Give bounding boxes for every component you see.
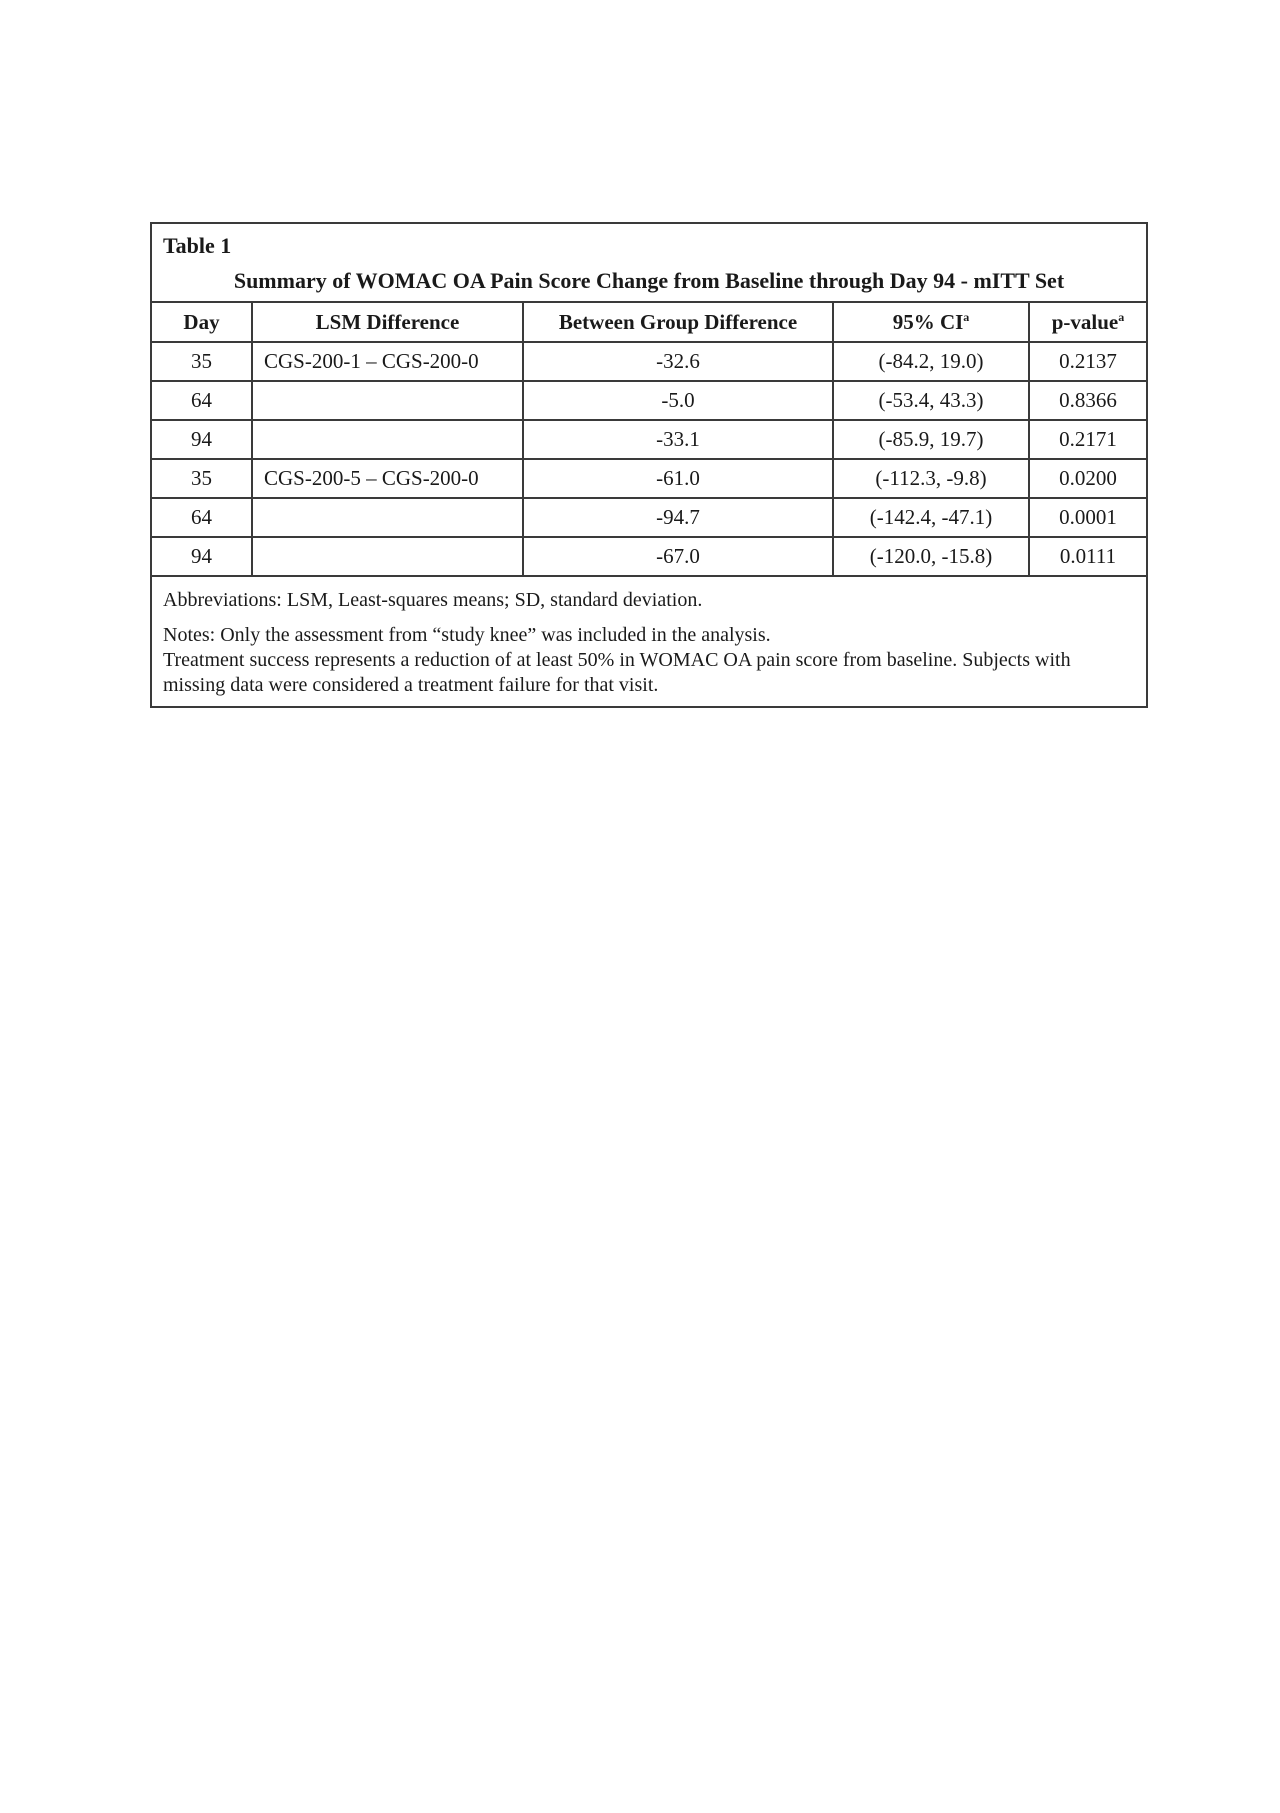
cell-day: 64: [152, 498, 252, 537]
header-p-value: [1029, 303, 1146, 342]
table-row: [152, 498, 1146, 537]
header-95-ci-label: 95% CI: [892, 309, 964, 334]
cell-day: 35: [152, 459, 252, 498]
header-p-value-label: p-value: [1051, 309, 1119, 334]
header-lsm-difference: LSM Difference: [252, 303, 523, 342]
cell-between-group-difference: -61.0: [523, 459, 833, 498]
cell-between-group-difference: -32.6: [523, 342, 833, 381]
cell-95-ci: (-142.4, -47.1): [833, 498, 1029, 537]
cell-day: 35: [152, 342, 252, 381]
cell-lsm-difference: CGS-200-1 – CGS-200-0: [252, 342, 523, 381]
study-knee-note: Notes: Only the assessment from “study knee” was included in the analysis.: [163, 624, 771, 646]
header-between-group-difference: Between Group Difference: [523, 303, 833, 342]
cell-lsm-difference: [252, 420, 523, 459]
cell-lsm-difference: [252, 498, 523, 537]
cell-between-group-difference: -94.7: [523, 498, 833, 537]
cell-p-value: 0.2171: [1029, 420, 1146, 459]
cell-95-ci: (-112.3, -9.8): [833, 459, 1029, 498]
header-95-ci-footnote: a: [963, 309, 970, 324]
cell-p-value: 0.8366: [1029, 381, 1146, 420]
cell-between-group-difference: -33.1: [523, 420, 833, 459]
cell-lsm-difference: CGS-200-5 – CGS-200-0: [252, 459, 523, 498]
cell-95-ci: (-120.0, -15.8): [833, 537, 1029, 576]
table-caption: [152, 224, 1146, 303]
table-notes: [152, 577, 1146, 706]
table-row: [152, 420, 1146, 459]
cell-95-ci: (-53.4, 43.3): [833, 381, 1029, 420]
cell-between-group-difference: -67.0: [523, 537, 833, 576]
table-row: [152, 342, 1146, 381]
table-row: [152, 537, 1146, 576]
table-row: [152, 459, 1146, 498]
header-day: Day: [152, 303, 252, 342]
table-title: Summary of WOMAC OA Pain Score Change from Baseline through Day 94 - mITT Set: [233, 268, 1065, 293]
cell-lsm-difference: [252, 537, 523, 576]
cell-p-value: 0.0001: [1029, 498, 1146, 537]
cell-95-ci: (-84.2, 19.0): [833, 342, 1029, 381]
summary-table: [150, 222, 1148, 708]
cell-p-value: 0.0200: [1029, 459, 1146, 498]
cell-day: 64: [152, 381, 252, 420]
abbreviations-note: Abbreviations: LSM, Least-squares means; SD, standard deviation.: [163, 589, 703, 611]
cell-lsm-difference: [252, 381, 523, 420]
table-label: Table 1: [163, 233, 232, 258]
cell-p-value: 0.2137: [1029, 342, 1146, 381]
treatment-success-note: Treatment success represents a reduction of at least 50% in WOMAC OA pain score from baseline. Subjects with missing data were considered a treatment failure for that visit.: [163, 649, 1071, 696]
cell-p-value: 0.0111: [1029, 537, 1146, 576]
cell-95-ci: (-85.9, 19.7): [833, 420, 1029, 459]
cell-day: 94: [152, 537, 252, 576]
data-table: [152, 303, 1146, 577]
header-p-value-footnote: a: [1118, 309, 1125, 324]
cell-between-group-difference: -5.0: [523, 381, 833, 420]
header-row: [152, 303, 1146, 342]
table-row: [152, 381, 1146, 420]
cell-day: 94: [152, 420, 252, 459]
header-95-ci: [833, 303, 1029, 342]
